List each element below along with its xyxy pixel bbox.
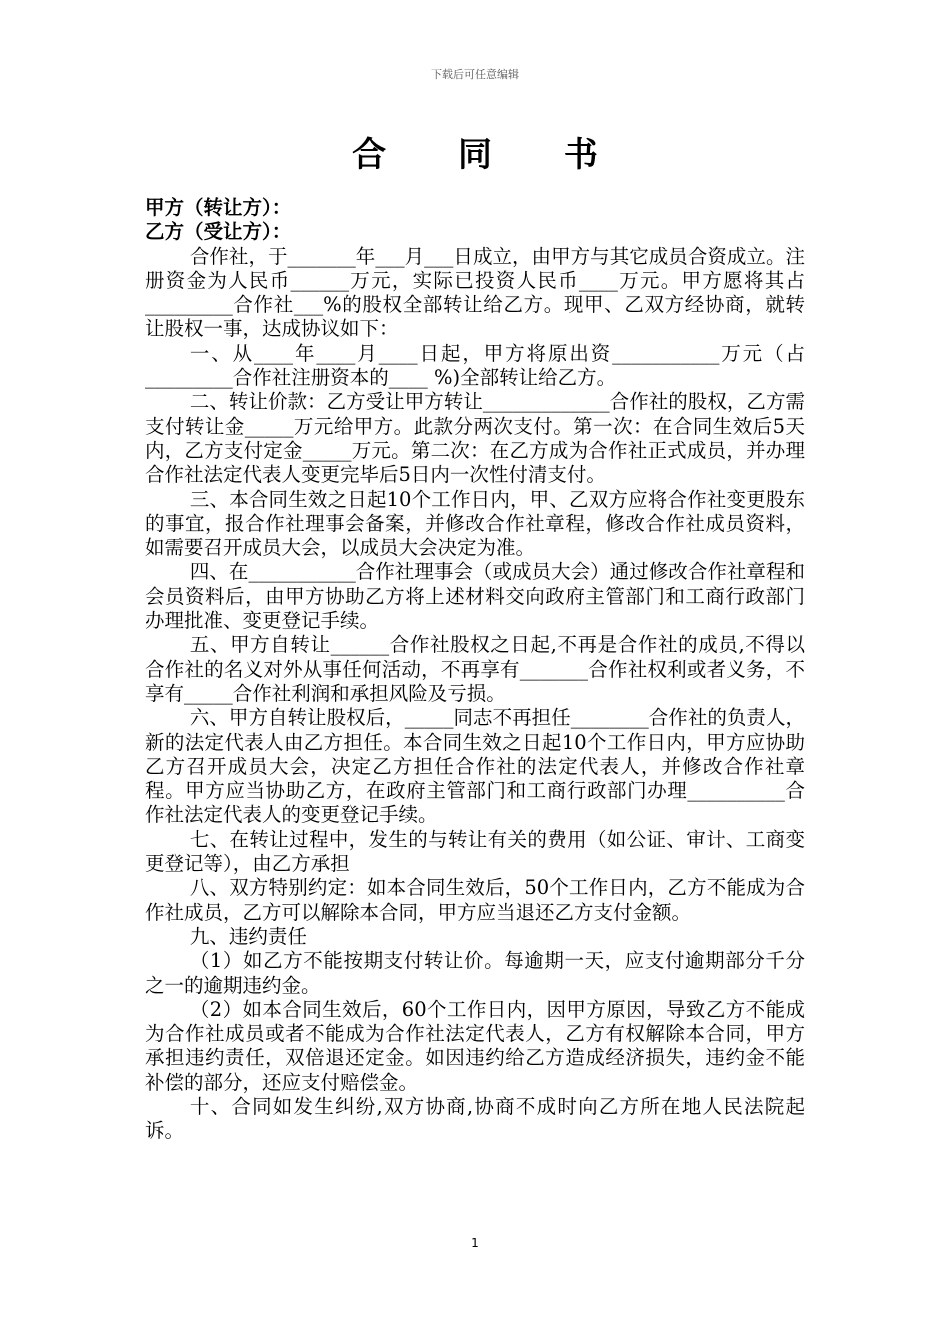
party-b-label: 乙方（受让方）： <box>145 220 292 244</box>
page-header: 下载后可任意编辑 <box>431 68 519 81</box>
clause-2: 二、转让价款：乙方受让甲方转让_____________合作社的股权，乙方需支付转让金_____万元给甲方。此款分两次支付。第一次：在合同生效后5天内，乙方支付定金_____万元。第二次：在乙方成为合作社正式成员，并办理合作社法定代表人变更完毕后5日内一次性付清支付。 <box>145 390 805 487</box>
clause-9-heading: 九、违约责任 <box>189 924 307 948</box>
clause-3: 三、本合同生效之日起10个工作日内，甲、乙双方应将合作社变更股东的事宜，报合作社理事会备案，并修改合作社章程，修改合作社成员资料，如需要召开成员大会，以成员大会决定为准。 <box>145 487 805 560</box>
intro-paragraph: 合作社，于_______年___月___日成立，由甲方与其它成员合资成立。注册资金为人民币______万元，实际已投资人民币____万元。甲方愿将其占_________合作社___%的股权全部转让给乙方。现甲、乙双方经协商，就转让股权一事，达成协议如下： <box>145 244 805 341</box>
clause-10: 十、合同如发生纠纷,双方协商,协商不成时向乙方所在地人民法院起诉。 <box>145 1094 805 1143</box>
document-title: 合 同 书 <box>352 135 628 175</box>
party-a-label: 甲方（转让方）： <box>145 196 292 219</box>
clause-7: 七、在转让过程中，发生的与转让有关的费用（如公证、审计、工商变更登记等），由乙方承担 <box>145 827 805 876</box>
contract-body <box>145 196 805 1144</box>
clause-8: 八、双方特别约定：如本合同生效后，50个工作日内，乙方不能成为合作社成员，乙方可以解除本合同，甲方应当退还乙方支付金额。 <box>145 876 805 924</box>
page-number: 1 <box>471 1236 479 1250</box>
clause-9-item-2: （2）如本合同生效后，60个工作日内，因甲方原因，导致乙方不能成为合作社成员或者不能成为合作社法定代表人，乙方有权解除本合同，甲方承担违约责任，双倍退还定金。如因违约给乙方造成经济损失，违约金不能补偿的部分，还应支付赔偿金。 <box>145 997 805 1094</box>
clause-6: 六、甲方自转让股权后，_____同志不再担任________合作社的负责人，新的法定代表人由乙方担任。本合同生效之日起10个工作日内，甲方应协助乙方召开成员大会，决定乙方担任合作社的法定代表人，并修改合作社章程。甲方应当协助乙方，在政府主管部门和工商行政部门办理__________合作社法定代表人的变更登记手续。 <box>145 706 805 827</box>
clause-1: 一、从____年____月____日起，甲方将原出资___________万元（占_________合作社注册资本的____ %)全部转让给乙方。 <box>145 341 805 390</box>
clause-9-item-1: （1）如乙方不能按期支付转让价。每逾期一天，应支付逾期部分千分之一的逾期违约金。 <box>145 949 805 997</box>
clause-4: 四、在___________合作社理事会（或成员大会）通过修改合作社章程和会员资料后，由甲方协助乙方将上述材料交向政府主管部门和工商行政部门办理批准、变更登记手续。 <box>145 560 805 633</box>
clause-5: 五、甲方自转让______合作社股权之日起,不再是合作社的成员,不得以合作社的名义对外从事任何活动，不再享有_______合作社权利或者义务，不享有_____合作社利润和承担风险及亏损。 <box>145 633 805 705</box>
